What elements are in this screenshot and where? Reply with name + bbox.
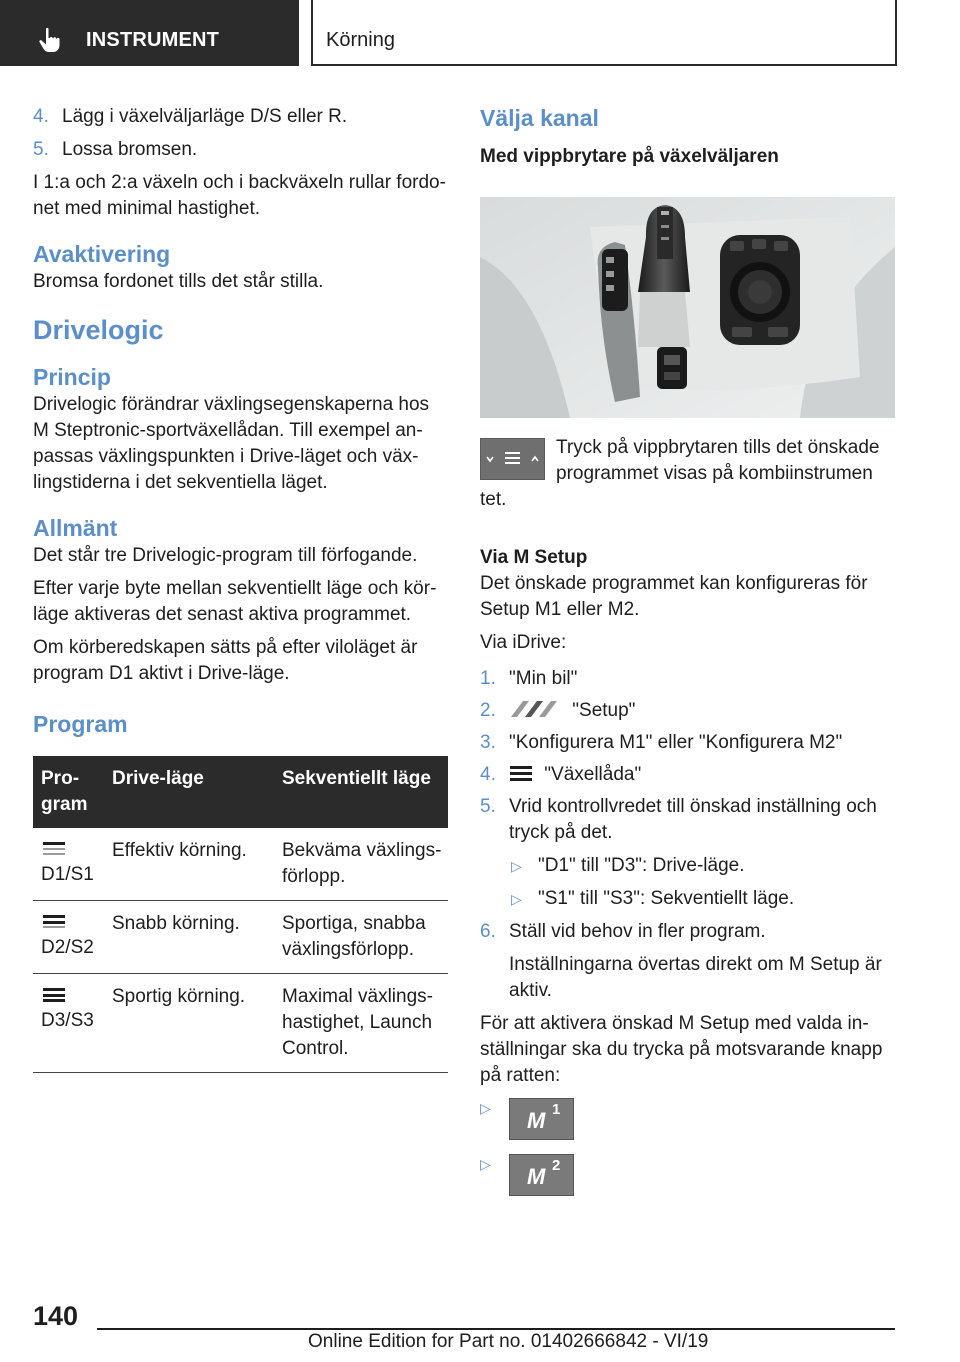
- m1-digit: 1: [552, 1101, 561, 1118]
- column-header-sequential: Sekventiellt läge: [274, 756, 448, 828]
- program-cell: [33, 974, 104, 1073]
- step-text: "Växellåda": [544, 764, 642, 785]
- bullet-text: "S1" till "S3": Sekventiellt läge.: [538, 888, 795, 909]
- page-header: [0, 0, 960, 66]
- step-number: 6.: [480, 921, 496, 942]
- step-number: 3.: [480, 732, 496, 753]
- program-heading: Program: [33, 711, 128, 737]
- program-cell: [33, 901, 104, 974]
- program-cell: [33, 828, 104, 901]
- triangle-bullet-icon: ▷: [480, 1100, 491, 1116]
- step-number: 2.: [480, 700, 496, 721]
- program-table: [33, 756, 448, 1073]
- step6-note: Inställningarna övertas direkt om M Setup är aktiv.: [509, 954, 882, 1001]
- step-number: 4.: [480, 764, 496, 785]
- rolling-note: I 1:a och 2:a växeln och i backväxeln rullar fordonet med minimal hastighet.: [33, 172, 446, 219]
- program-level-2-icon: [41, 911, 67, 931]
- column-header-drive: Drive-läge: [104, 756, 274, 828]
- allmant-text-2: Efter varje byte mellan sekventiellt läge och körläge aktiveras det senast aktiva programmet.: [33, 578, 437, 625]
- rocker-instruction-end: tet.: [480, 489, 507, 510]
- list-item: [480, 853, 895, 879]
- chapter-tab-label: Körning: [326, 29, 395, 51]
- m-setup-text: Det önskade programmet kan konfigureras för Setup M1 eller M2.: [480, 573, 868, 620]
- list-item: [480, 666, 895, 692]
- allmant-heading: Allmänt: [33, 515, 118, 541]
- allmant-text-1: Det står tre Drivelogic-program till förfogande.: [33, 545, 418, 566]
- chapter-tab: [311, 0, 897, 66]
- program-level-3-icon: [41, 984, 67, 1004]
- step-text: Ställ vid behov in fler program.: [509, 921, 766, 942]
- valja-kanal-heading: Välja kanal: [480, 105, 599, 131]
- m2-steering-button-icon: [509, 1154, 574, 1196]
- m-setup-section: [480, 545, 895, 1089]
- sequential-cell: Maximal växlingshastighet, Launch Control.: [274, 974, 448, 1073]
- triangle-bullet-icon: ▷: [480, 1156, 491, 1172]
- step-text: "Setup": [572, 700, 636, 721]
- step-number: 5.: [480, 796, 496, 817]
- vippbrytare-heading: Med vippbrytare på växelväljaren: [480, 146, 779, 167]
- m1-letter: M: [527, 1108, 546, 1133]
- triangle-bullet-icon: ▷: [511, 891, 522, 907]
- drive-cell: Effektiv körning.: [104, 828, 274, 901]
- drivelogic-heading: Drivelogic: [33, 315, 164, 345]
- list-item: [480, 698, 895, 724]
- section-tab: [0, 0, 299, 66]
- program-level-1-icon: [41, 838, 67, 858]
- table-row: [33, 901, 448, 974]
- princip-text: Drivelogic förändrar växlingsegenskaperna hos M Steptronic-sportväxellådan. Till exempel anpassas växlingspunkten i Drive-läget och växlingstiderna i det sekventiella läget.: [33, 394, 430, 493]
- avaktivering-text: Bromsa fordonet tills det står stilla.: [33, 271, 324, 292]
- page-footer: [0, 1295, 960, 1362]
- gear-selector-photo: [480, 197, 895, 418]
- page-number: 140: [33, 1301, 79, 1331]
- avaktivering-heading: Avaktivering: [33, 241, 171, 267]
- m-stripes-icon: [509, 701, 561, 717]
- gearbox-icon: [509, 764, 533, 782]
- table-row: [33, 828, 448, 901]
- step-number: 1.: [480, 668, 496, 689]
- table-row: [33, 974, 448, 1073]
- step-text: Lägg i växelväljarläge D/S eller R.: [62, 106, 348, 127]
- rocker-switch-icon: [480, 438, 545, 480]
- allmant-text-3: Om körberedskapen sätts på efter viloläget är program D1 aktivt i Drive-läge.: [33, 637, 418, 684]
- sequential-cell: Bekväma växlingsförlopp.: [274, 828, 448, 901]
- list-item: [480, 762, 895, 788]
- step-number: 4.: [33, 106, 49, 127]
- program-label: D2/S2: [41, 937, 94, 958]
- program-label: D1/S1: [41, 864, 94, 885]
- m2-digit: 2: [552, 1157, 561, 1174]
- hand-pointer-icon: [38, 27, 62, 53]
- list-item: [33, 104, 448, 130]
- drive-cell: Sportig körning.: [104, 974, 274, 1073]
- list-item: [480, 886, 895, 912]
- edition-text: Online Edition for Part no. 01402666842 - VI/19: [308, 1331, 709, 1352]
- activate-text: För att aktivera önskad M Setup med valda inställningar ska du trycka på motsvarande knapp på ratten:: [480, 1013, 883, 1086]
- list-item: [480, 794, 895, 846]
- table-header-row: [33, 756, 448, 828]
- left-column: [33, 100, 448, 1073]
- step-text: Vrid kontrollvredet till önskad inställning och tryck på det.: [509, 796, 877, 843]
- program-label: D3/S3: [41, 1010, 94, 1031]
- drive-cell: Snabb körning.: [104, 901, 274, 974]
- step-text: Lossa bromsen.: [62, 139, 198, 160]
- bullet-text: "D1" till "D3": Drive-läge.: [538, 855, 745, 876]
- triangle-bullet-icon: ▷: [511, 858, 522, 874]
- rocker-instruction-text: Tryck på vippbrytaren tills det önskade programmet visas på kombiinstrumen: [556, 437, 880, 484]
- step-number: 5.: [33, 139, 49, 160]
- sequential-cell: Sportiga, snabba växlingsförlopp.: [274, 901, 448, 974]
- footer-divider: [97, 1328, 895, 1330]
- via-idrive-text: Via iDrive:: [480, 632, 567, 653]
- list-item: [33, 137, 448, 163]
- list-item: [480, 919, 895, 945]
- column-header-program: Program: [33, 756, 104, 828]
- list-item: [480, 730, 895, 756]
- m2-letter: M: [527, 1164, 546, 1189]
- m-setup-heading: Via M Setup: [480, 547, 588, 568]
- princip-heading: Princip: [33, 364, 111, 390]
- section-tab-label: INSTRUMENT: [86, 29, 220, 51]
- step-text: "Konfigurera M1" eller "Konfigurera M2": [509, 732, 843, 753]
- m1-steering-button-icon: [509, 1098, 574, 1140]
- step-text: "Min bil": [509, 668, 578, 689]
- right-column: [480, 100, 896, 170]
